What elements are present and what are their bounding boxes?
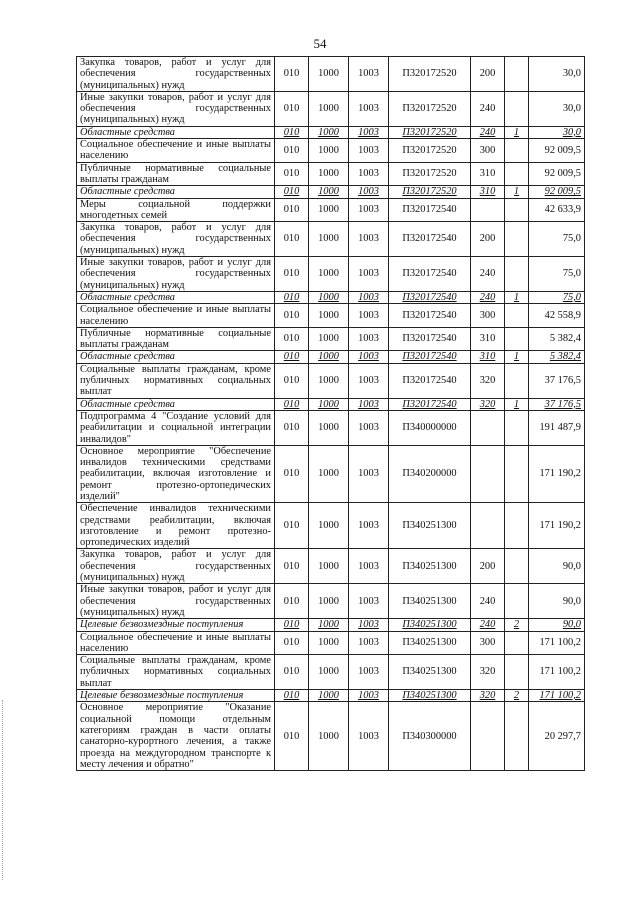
cell-funding-source — [505, 139, 529, 163]
cell-amount: 30,0 — [529, 126, 585, 138]
cell-funding-source — [505, 304, 529, 328]
table-row — [77, 503, 585, 549]
table-row — [77, 222, 585, 257]
cell-section-code: 1000 — [309, 291, 349, 303]
funding-source-row — [77, 126, 585, 138]
cell-amount: 5 382,4 — [529, 327, 585, 351]
cell-subsection-code: 1003 — [349, 363, 389, 398]
cell-ministry-code: 010 — [275, 584, 309, 619]
cell-name: Закупка товаров, работ и услуг для обеспечения государственных (муниципальных) нужд — [77, 222, 275, 257]
cell-section-code: 1000 — [309, 702, 349, 771]
cell-amount: 171 190,2 — [529, 445, 585, 502]
cell-funding-source — [505, 584, 529, 619]
cell-section-code: 1000 — [309, 126, 349, 138]
cell-target-article: П320172520 — [389, 162, 471, 186]
cell-expense-type: 240 — [471, 257, 505, 292]
cell-name: Основное мероприятие "Обеспечение инвалидов техническими средствами реабилитации, включая изготовление и ремонт протезно-ортопедических изделий" — [77, 445, 275, 502]
cell-funding-source — [505, 222, 529, 257]
cell-target-article: П340251300 — [389, 690, 471, 702]
cell-funding-source — [505, 363, 529, 398]
table-row — [77, 57, 585, 92]
cell-target-article: П340251300 — [389, 655, 471, 690]
cell-subsection-code: 1003 — [349, 690, 389, 702]
cell-target-article: П320172540 — [389, 351, 471, 363]
cell-funding-source — [505, 503, 529, 549]
cell-expense-type: 310 — [471, 351, 505, 363]
cell-amount: 42 633,9 — [529, 198, 585, 222]
cell-name: Иные закупки товаров, работ и услуг для обеспечения государственных (муниципальных) нужд — [77, 91, 275, 126]
cell-ministry-code: 010 — [275, 162, 309, 186]
cell-expense-type: 320 — [471, 690, 505, 702]
cell-name: Социальные выплаты гражданам, кроме публичных нормативных социальных выплат — [77, 363, 275, 398]
cell-amount: 37 176,5 — [529, 363, 585, 398]
cell-expense-type: 200 — [471, 57, 505, 92]
table-row — [77, 198, 585, 222]
cell-target-article: П340251300 — [389, 619, 471, 631]
table-row — [77, 257, 585, 292]
cell-amount: 30,0 — [529, 57, 585, 92]
budget-table-body — [77, 57, 585, 771]
cell-amount: 75,0 — [529, 257, 585, 292]
table-row — [77, 91, 585, 126]
cell-name: Социальные выплаты гражданам, кроме публичных нормативных социальных выплат — [77, 655, 275, 690]
cell-section-code: 1000 — [309, 655, 349, 690]
cell-expense-type: 310 — [471, 162, 505, 186]
cell-funding-source — [505, 445, 529, 502]
cell-target-article: П320172520 — [389, 57, 471, 92]
table-row — [77, 410, 585, 445]
cell-target-article: П320172540 — [389, 327, 471, 351]
cell-subsection-code: 1003 — [349, 291, 389, 303]
cell-ministry-code: 010 — [275, 503, 309, 549]
cell-name: Целевые безвозмездные поступления — [77, 690, 275, 702]
cell-expense-type — [471, 410, 505, 445]
cell-funding-source: 1 — [505, 126, 529, 138]
cell-amount: 5 382,4 — [529, 351, 585, 363]
cell-subsection-code: 1003 — [349, 91, 389, 126]
cell-amount: 75,0 — [529, 222, 585, 257]
budget-table — [76, 56, 585, 771]
cell-expense-type: 320 — [471, 655, 505, 690]
cell-subsection-code: 1003 — [349, 162, 389, 186]
cell-expense-type: 240 — [471, 584, 505, 619]
scan-edge-mark — [2, 700, 5, 880]
cell-funding-source — [505, 257, 529, 292]
table-row — [77, 549, 585, 584]
cell-subsection-code: 1003 — [349, 702, 389, 771]
cell-subsection-code: 1003 — [349, 445, 389, 502]
cell-subsection-code: 1003 — [349, 410, 389, 445]
cell-amount: 37 176,5 — [529, 398, 585, 410]
cell-name: Областные средства — [77, 186, 275, 198]
table-row — [77, 584, 585, 619]
cell-funding-source — [505, 655, 529, 690]
cell-section-code: 1000 — [309, 549, 349, 584]
cell-name: Целевые безвозмездные поступления — [77, 619, 275, 631]
cell-name: Закупка товаров, работ и услуг для обеспечения государственных (муниципальных) нужд — [77, 57, 275, 92]
cell-section-code: 1000 — [309, 363, 349, 398]
cell-subsection-code: 1003 — [349, 631, 389, 655]
cell-section-code: 1000 — [309, 503, 349, 549]
cell-target-article: П320172540 — [389, 198, 471, 222]
cell-name: Подпрограмма 4 "Создание условий для реабилитации и социальной интеграции инвалидов" — [77, 410, 275, 445]
cell-section-code: 1000 — [309, 398, 349, 410]
cell-ministry-code: 010 — [275, 655, 309, 690]
cell-subsection-code: 1003 — [349, 398, 389, 410]
cell-ministry-code: 010 — [275, 57, 309, 92]
cell-target-article: П320172520 — [389, 91, 471, 126]
cell-ministry-code: 010 — [275, 702, 309, 771]
cell-ministry-code: 010 — [275, 410, 309, 445]
cell-section-code: 1000 — [309, 327, 349, 351]
cell-expense-type — [471, 198, 505, 222]
table-row — [77, 162, 585, 186]
cell-subsection-code: 1003 — [349, 503, 389, 549]
cell-section-code: 1000 — [309, 257, 349, 292]
cell-ministry-code: 010 — [275, 398, 309, 410]
cell-ministry-code: 010 — [275, 619, 309, 631]
cell-amount: 92 009,5 — [529, 162, 585, 186]
cell-subsection-code: 1003 — [349, 351, 389, 363]
cell-target-article: П320172540 — [389, 304, 471, 328]
funding-source-row — [77, 690, 585, 702]
cell-funding-source — [505, 327, 529, 351]
table-row — [77, 702, 585, 771]
cell-name: Областные средства — [77, 398, 275, 410]
cell-subsection-code: 1003 — [349, 198, 389, 222]
cell-ministry-code: 010 — [275, 549, 309, 584]
cell-subsection-code: 1003 — [349, 222, 389, 257]
cell-name: Социальное обеспечение и иные выплаты населению — [77, 631, 275, 655]
cell-target-article: П320172540 — [389, 398, 471, 410]
cell-subsection-code: 1003 — [349, 257, 389, 292]
cell-ministry-code: 010 — [275, 690, 309, 702]
cell-expense-type: 300 — [471, 631, 505, 655]
cell-expense-type: 240 — [471, 91, 505, 126]
cell-section-code: 1000 — [309, 162, 349, 186]
cell-subsection-code: 1003 — [349, 655, 389, 690]
cell-expense-type — [471, 445, 505, 502]
cell-subsection-code: 1003 — [349, 57, 389, 92]
cell-amount: 92 009,5 — [529, 186, 585, 198]
cell-expense-type: 320 — [471, 398, 505, 410]
cell-ministry-code: 010 — [275, 351, 309, 363]
cell-section-code: 1000 — [309, 91, 349, 126]
cell-section-code: 1000 — [309, 631, 349, 655]
cell-funding-source: 2 — [505, 619, 529, 631]
cell-section-code: 1000 — [309, 351, 349, 363]
cell-section-code: 1000 — [309, 198, 349, 222]
table-row — [77, 655, 585, 690]
cell-funding-source — [505, 631, 529, 655]
table-row — [77, 631, 585, 655]
cell-ministry-code: 010 — [275, 186, 309, 198]
cell-funding-source — [505, 549, 529, 584]
cell-expense-type: 240 — [471, 291, 505, 303]
cell-expense-type: 320 — [471, 363, 505, 398]
cell-name: Иные закупки товаров, работ и услуг для обеспечения государственных (муниципальных) нужд — [77, 584, 275, 619]
cell-name: Социальное обеспечение и иные выплаты населению — [77, 304, 275, 328]
cell-expense-type: 240 — [471, 126, 505, 138]
funding-source-row — [77, 351, 585, 363]
cell-funding-source — [505, 702, 529, 771]
cell-target-article: П340200000 — [389, 445, 471, 502]
cell-funding-source: 1 — [505, 398, 529, 410]
cell-funding-source: 1 — [505, 291, 529, 303]
cell-amount: 191 487,9 — [529, 410, 585, 445]
cell-section-code: 1000 — [309, 445, 349, 502]
cell-target-article: П320172540 — [389, 222, 471, 257]
funding-source-row — [77, 619, 585, 631]
cell-subsection-code: 1003 — [349, 549, 389, 584]
cell-subsection-code: 1003 — [349, 186, 389, 198]
cell-ministry-code: 010 — [275, 198, 309, 222]
cell-expense-type: 300 — [471, 139, 505, 163]
cell-subsection-code: 1003 — [349, 139, 389, 163]
cell-subsection-code: 1003 — [349, 304, 389, 328]
cell-name: Закупка товаров, работ и услуг для обеспечения государственных (муниципальных) нужд — [77, 549, 275, 584]
cell-target-article: П340300000 — [389, 702, 471, 771]
cell-ministry-code: 010 — [275, 126, 309, 138]
cell-target-article: П340251300 — [389, 584, 471, 619]
cell-subsection-code: 1003 — [349, 584, 389, 619]
cell-target-article: П320172520 — [389, 139, 471, 163]
cell-section-code: 1000 — [309, 139, 349, 163]
cell-funding-source — [505, 91, 529, 126]
table-row — [77, 139, 585, 163]
cell-expense-type: 200 — [471, 549, 505, 584]
cell-section-code: 1000 — [309, 304, 349, 328]
cell-funding-source — [505, 162, 529, 186]
cell-amount: 90,0 — [529, 549, 585, 584]
cell-target-article: П340251300 — [389, 631, 471, 655]
cell-funding-source — [505, 57, 529, 92]
cell-amount: 75,0 — [529, 291, 585, 303]
cell-funding-source: 2 — [505, 690, 529, 702]
table-row — [77, 327, 585, 351]
cell-ministry-code: 010 — [275, 304, 309, 328]
cell-expense-type — [471, 702, 505, 771]
cell-section-code: 1000 — [309, 186, 349, 198]
cell-ministry-code: 010 — [275, 291, 309, 303]
table-row — [77, 363, 585, 398]
cell-target-article: П320172520 — [389, 126, 471, 138]
cell-name: Публичные нормативные социальные выплаты гражданам — [77, 162, 275, 186]
cell-target-article: П320172540 — [389, 257, 471, 292]
table-row — [77, 304, 585, 328]
cell-name: Социальное обеспечение и иные выплаты населению — [77, 139, 275, 163]
cell-expense-type: 310 — [471, 327, 505, 351]
cell-expense-type — [471, 503, 505, 549]
cell-target-article: П340251300 — [389, 549, 471, 584]
cell-name: Иные закупки товаров, работ и услуг для обеспечения государственных (муниципальных) нужд — [77, 257, 275, 292]
cell-amount: 171 100,2 — [529, 655, 585, 690]
cell-ministry-code: 010 — [275, 91, 309, 126]
cell-section-code: 1000 — [309, 57, 349, 92]
cell-amount: 42 558,9 — [529, 304, 585, 328]
cell-section-code: 1000 — [309, 222, 349, 257]
cell-expense-type: 240 — [471, 619, 505, 631]
cell-funding-source: 1 — [505, 186, 529, 198]
table-row — [77, 445, 585, 502]
cell-expense-type: 310 — [471, 186, 505, 198]
cell-amount: 171 190,2 — [529, 503, 585, 549]
cell-amount: 90,0 — [529, 619, 585, 631]
cell-amount: 30,0 — [529, 91, 585, 126]
funding-source-row — [77, 186, 585, 198]
cell-ministry-code: 010 — [275, 139, 309, 163]
cell-expense-type: 300 — [471, 304, 505, 328]
cell-amount: 171 100,2 — [529, 690, 585, 702]
cell-name: Областные средства — [77, 291, 275, 303]
cell-name: Меры социальной поддержки многодетных семей — [77, 198, 275, 222]
cell-subsection-code: 1003 — [349, 126, 389, 138]
cell-ministry-code: 010 — [275, 445, 309, 502]
cell-ministry-code: 010 — [275, 631, 309, 655]
cell-amount: 171 100,2 — [529, 631, 585, 655]
cell-target-article: П320172540 — [389, 291, 471, 303]
cell-amount: 20 297,7 — [529, 702, 585, 771]
cell-ministry-code: 010 — [275, 222, 309, 257]
cell-target-article: П340251300 — [389, 503, 471, 549]
cell-name: Основное мероприятие "Оказание социальной помощи отдельным категориям граждан в части оплаты санаторно-курортного лечения, а также проезда на междугородном транспорте к месту лечения и обратно" — [77, 702, 275, 771]
cell-amount: 90,0 — [529, 584, 585, 619]
cell-section-code: 1000 — [309, 584, 349, 619]
funding-source-row — [77, 398, 585, 410]
cell-target-article: П340000000 — [389, 410, 471, 445]
cell-expense-type: 200 — [471, 222, 505, 257]
funding-source-row — [77, 291, 585, 303]
page-number: 54 — [313, 36, 327, 51]
cell-funding-source — [505, 198, 529, 222]
cell-name: Областные средства — [77, 126, 275, 138]
cell-section-code: 1000 — [309, 690, 349, 702]
cell-funding-source — [505, 410, 529, 445]
cell-subsection-code: 1003 — [349, 327, 389, 351]
cell-ministry-code: 010 — [275, 363, 309, 398]
cell-funding-source: 1 — [505, 351, 529, 363]
cell-ministry-code: 010 — [275, 327, 309, 351]
cell-name: Публичные нормативные социальные выплаты гражданам — [77, 327, 275, 351]
cell-section-code: 1000 — [309, 410, 349, 445]
cell-name: Областные средства — [77, 351, 275, 363]
cell-section-code: 1000 — [309, 619, 349, 631]
cell-target-article: П320172540 — [389, 363, 471, 398]
cell-name: Обеспечение инвалидов техническими средствами реабилитации, включая изготовление и ремонт протезно-ортопедических изделий — [77, 503, 275, 549]
cell-target-article: П320172520 — [389, 186, 471, 198]
cell-ministry-code: 010 — [275, 257, 309, 292]
cell-subsection-code: 1003 — [349, 619, 389, 631]
cell-amount: 92 009,5 — [529, 139, 585, 163]
